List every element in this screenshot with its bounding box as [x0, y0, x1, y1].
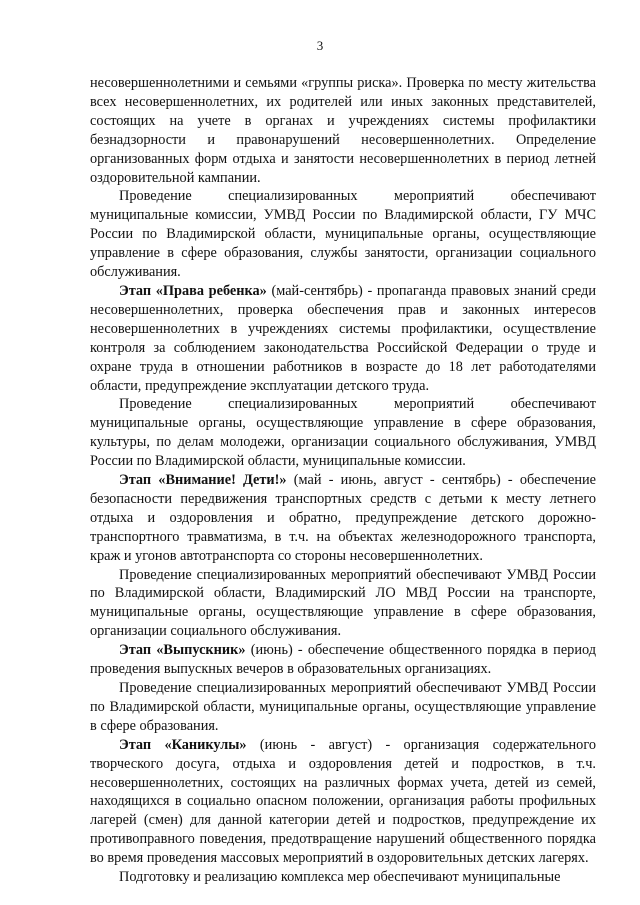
paragraph-text: Проведение специализированных мероприятий обеспечивают УМВД России по Владимирской области, Владимирский ЛО МВД России на транспорте, муниципальные органы, осуществляющие управление в сфере образования, организации социального обслуживания.: [90, 566, 596, 640]
paragraph-stage-holidays: [90, 736, 596, 868]
stage-title: Этап «Внимание! Дети!»: [119, 472, 287, 489]
paragraph-stage-child-rights: [90, 282, 596, 395]
paragraph-text: (июнь - август) - организация содержательного творческого досуга, отдыха и оздоровления детей и подростков, в т.ч. несовершеннолетних, состоящих на различных формах учета, детей из семей, находящихся в социально опасном положении, организация работы профильных лагерей (смен) для данной категории детей и подростков, предупреждение их противоправного поведения, предотвращение нарушений общественного порядка во время проведения массовых мероприятий в оздоровительных детских лагерях.: [90, 736, 596, 867]
paragraph-responsible-3: [90, 566, 596, 642]
stage-title: Этап «Выпускник»: [119, 642, 246, 659]
paragraph-text: Проведение специализированных мероприятий обеспечивают муниципальные комиссии, УМВД России по Владимирской области, ГУ МЧС России по Владимирской области, муниципальные органы, осуществляющие управление в сфере образования, службы занятости, организации социального обслуживания.: [90, 188, 596, 281]
paragraph-text: (май-сентябрь) - пропаганда правовых знаний среди несовершеннолетних, проверка обеспечения прав и законных интересов несовершеннолетних в учреждениях системы профилактики, осуществление контроля за соблюдением законодательства Российской Федерации о труде и охране труда в отношении работников в возрасте до 18 лет работодателями области, предупреждение эксплуатации детского труда.: [90, 282, 596, 394]
document-body: [90, 74, 596, 887]
paragraph-risk-group-check: [90, 74, 596, 187]
paragraph-stage-graduate: [90, 641, 596, 679]
page-number: 3: [316, 38, 324, 53]
paragraph-text: Подготовку и реализацию комплекса мер обеспечивают муниципальные: [119, 869, 561, 886]
paragraph-responsible-4: [90, 679, 596, 736]
paragraph-text: Проведение специализированных мероприятий обеспечивают муниципальные органы, осуществляющие управление в сфере образования, культуры, по делам молодежи, организации социального обслуживания, УМВД России по Владимирской области, муниципальные комиссии.: [90, 396, 596, 470]
paragraph-preparation: [90, 868, 596, 887]
paragraph-text: (май - июнь, август - сентябрь) - обеспечение безопасности передвижения транспортных средств с детьми к месту летнего отдыха и оздоровления и обратно, предупреждение детского дорожно-транспортного травматизма, в т.ч. на объектах железнодорожного транспорта, краж и угонов автотранспорта со стороны несовершеннолетних.: [90, 472, 597, 564]
paragraph-responsible-2: [90, 395, 596, 471]
paragraph-text: несовершеннолетними и семьями «группы риска». Проверка по месту жительства всех несовершеннолетних, их родителей или иных законных представителей, состоящих на учете в органах и учреждениях системы профилактики безнадзорности и правонарушений несовершеннолетних. Определение организованных форм отдыха и занятости несовершеннолетних в период летней оздоровительной кампании.: [90, 75, 596, 186]
stage-title: Этап «Каникулы»: [119, 736, 247, 753]
paragraph-text: Проведение специализированных мероприятий обеспечивают УМВД России по Владимирской области, муниципальные органы, осуществляющие управление в сфере образования.: [90, 680, 596, 734]
stage-title: Этап «Права ребенка»: [119, 282, 267, 299]
paragraph-responsible-1: [90, 187, 596, 282]
paragraph-text: (июнь) - обеспечение общественного порядка в период проведения выпускных вечеров в образовательных организациях.: [90, 642, 596, 678]
paragraph-stage-attention-children: [90, 471, 596, 566]
